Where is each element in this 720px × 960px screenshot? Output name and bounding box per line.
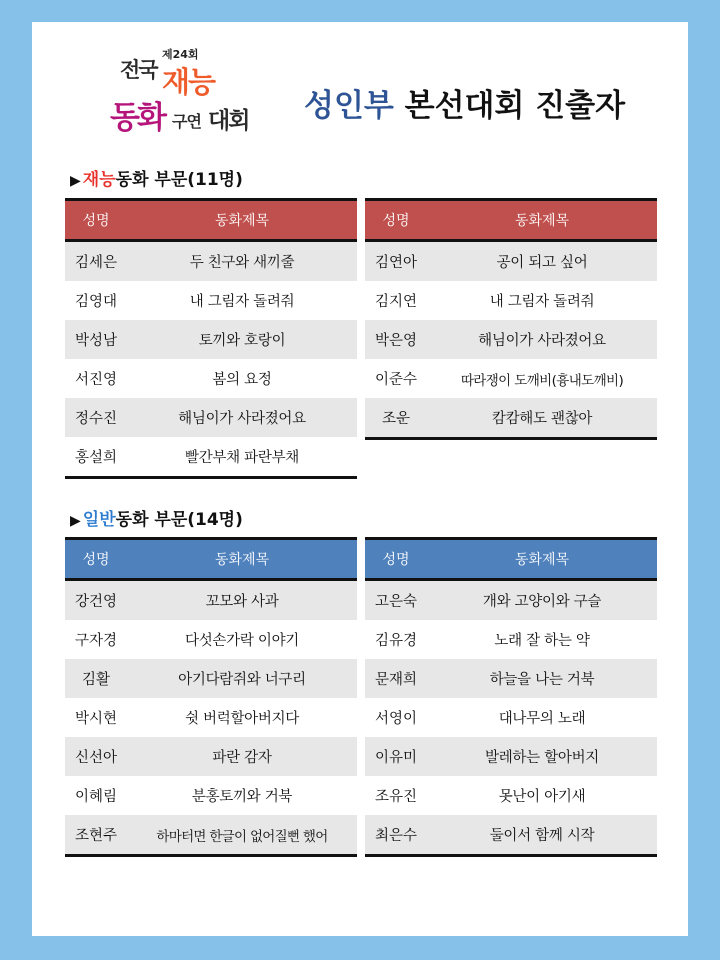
story-title: 해님이가 사라졌어요 (127, 398, 357, 437)
page-title (304, 80, 625, 125)
logo-oral: 구연 (172, 112, 201, 131)
talent-table-left (65, 198, 357, 479)
column-header-name: 성명 (365, 200, 427, 241)
table-row (65, 398, 357, 437)
participant-name: 이준수 (365, 359, 427, 398)
story-title: 토끼와 호랑이 (127, 320, 357, 359)
section-keyword-talent: 재능 (82, 170, 116, 190)
table-row (65, 659, 357, 698)
column-header-name: 성명 (65, 539, 127, 580)
participant-name: 정수진 (65, 398, 127, 437)
participant-name: 김연아 (365, 241, 427, 282)
participant-name: 최은수 (365, 815, 427, 856)
table-row (65, 737, 357, 776)
section-title-general: 동화 부문(14명) (115, 510, 243, 530)
participant-name: 박시현 (65, 698, 127, 737)
participant-name: 김유경 (365, 620, 427, 659)
participant-name: 김세은 (65, 241, 127, 282)
table-row (65, 241, 357, 282)
story-title: 개와 고양이와 구슬 (427, 580, 657, 621)
story-title: 해님이가 사라졌어요 (427, 320, 657, 359)
document-sheet (32, 22, 688, 936)
participant-name: 김활 (65, 659, 127, 698)
column-header-title: 동화제목 (427, 200, 657, 241)
table-row (365, 815, 657, 856)
triangle-bullet-icon: ▶ (70, 173, 81, 189)
story-title: 따라쟁이 도깨비(흉내도깨비) (427, 359, 657, 398)
story-title: 두 친구와 새끼줄 (127, 241, 357, 282)
story-title: 파란 감자 (127, 737, 357, 776)
participant-name: 서진영 (65, 359, 127, 398)
table-row (65, 437, 357, 478)
story-title: 빨간부채 파란부채 (127, 437, 357, 478)
participant-name: 김영대 (65, 281, 127, 320)
column-header-title: 동화제목 (427, 539, 657, 580)
table-row (65, 580, 357, 621)
table-row (65, 698, 357, 737)
story-title: 하마터면 한글이 없어질뻔 했어 (127, 815, 357, 856)
triangle-bullet-icon: ▶ (70, 513, 81, 529)
participant-name: 홍설희 (65, 437, 127, 478)
story-title: 캄캄해도 괜찮아 (427, 398, 657, 439)
story-title: 분홍토끼와 거북 (127, 776, 357, 815)
participant-name: 박성남 (65, 320, 127, 359)
talent-table-right (365, 198, 657, 440)
table-row (365, 320, 657, 359)
general-table-left (65, 537, 357, 857)
logo-talent: 재능 (162, 65, 215, 99)
participant-name: 문재희 (365, 659, 427, 698)
table-row (365, 398, 657, 439)
story-title: 아기다람쥐와 너구리 (127, 659, 357, 698)
participant-name: 강건영 (65, 580, 127, 621)
table-row (65, 320, 357, 359)
table-row (365, 580, 657, 621)
participant-name: 조운 (365, 398, 427, 439)
participant-name: 조유진 (365, 776, 427, 815)
story-title: 하늘을 나는 거북 (427, 659, 657, 698)
logo-nation: 전국 (120, 58, 157, 82)
page-title-rest: 본선대회 진출자 (404, 88, 626, 124)
table-row (365, 659, 657, 698)
table-row (365, 776, 657, 815)
story-title: 둘이서 함께 시작 (427, 815, 657, 856)
section-heading-talent (70, 165, 243, 190)
story-title: 발레하는 할아버지 (427, 737, 657, 776)
participant-name: 서영이 (365, 698, 427, 737)
table-row (365, 281, 657, 320)
story-title: 다섯손가락 이야기 (127, 620, 357, 659)
participant-name: 이유미 (365, 737, 427, 776)
participant-name: 김지연 (365, 281, 427, 320)
story-title: 노래 잘 하는 약 (427, 620, 657, 659)
logo-edition: 제24회 (162, 48, 199, 61)
participant-name: 고은숙 (365, 580, 427, 621)
section-heading-general (70, 505, 243, 530)
logo-fairy: 동화 (110, 100, 164, 136)
column-header-title: 동화제목 (127, 539, 357, 580)
column-header-title: 동화제목 (127, 200, 357, 241)
table-row (65, 359, 357, 398)
logo-contest: 대회 (208, 108, 249, 134)
table-row (65, 620, 357, 659)
page-title-accent: 성인부 (304, 88, 394, 124)
participant-name: 박은영 (365, 320, 427, 359)
table-row (365, 620, 657, 659)
table-row (65, 776, 357, 815)
contest-logo (110, 46, 255, 146)
table-row (365, 698, 657, 737)
story-title: 내 그림자 돌려줘 (427, 281, 657, 320)
column-header-name: 성명 (365, 539, 427, 580)
general-table-right (365, 537, 657, 857)
story-title: 못난이 아기새 (427, 776, 657, 815)
table-row (365, 359, 657, 398)
participant-name: 조현주 (65, 815, 127, 856)
table-row (365, 737, 657, 776)
story-title: 대나무의 노래 (427, 698, 657, 737)
participant-name: 신선아 (65, 737, 127, 776)
table-row (65, 281, 357, 320)
participant-name: 구자경 (65, 620, 127, 659)
participant-name: 이혜림 (65, 776, 127, 815)
story-title: 쉿 버럭할아버지다 (127, 698, 357, 737)
story-title: 꼬모와 사과 (127, 580, 357, 621)
story-title: 봄의 요정 (127, 359, 357, 398)
column-header-name: 성명 (65, 200, 127, 241)
story-title: 내 그림자 돌려줘 (127, 281, 357, 320)
table-row (365, 241, 657, 282)
section-title-talent: 동화 부문(11명) (115, 170, 243, 190)
section-keyword-general: 일반 (82, 510, 116, 530)
table-row (65, 815, 357, 856)
story-title: 공이 되고 싶어 (427, 241, 657, 282)
